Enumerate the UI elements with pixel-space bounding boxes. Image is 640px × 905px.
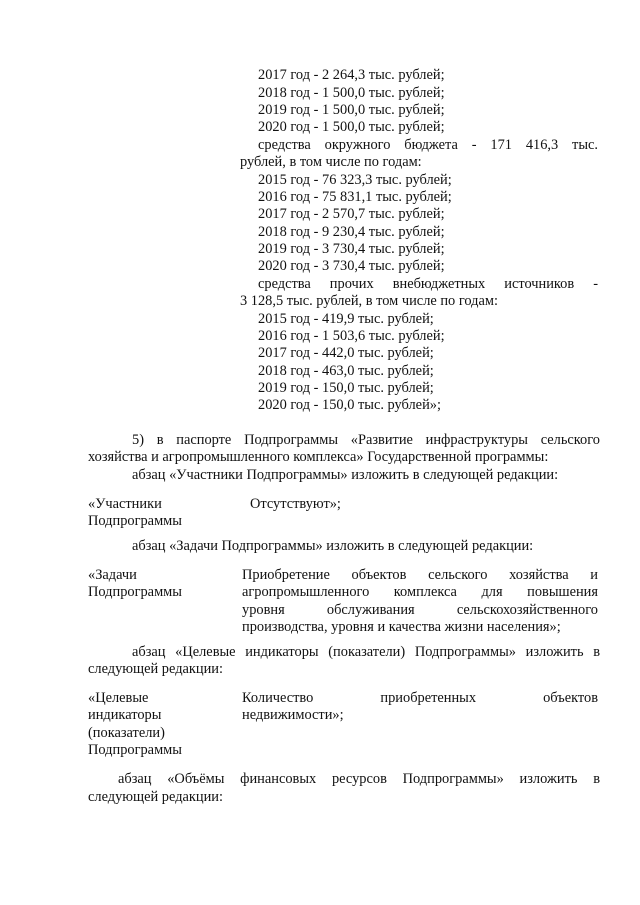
year-line: 2017 год - 2 570,7 тыс. рублей; [258,206,445,222]
okrug-budget-line: рублей, в том числе по годам: [240,154,422,170]
year-line: 2017 год - 2 264,3 тыс. рублей; [258,67,445,83]
tasks-intro: абзац «Задачи Подпрограммы» изложить в следующей редакции: [132,538,534,554]
year-line: 2017 год - 442,0 тыс. рублей; [258,345,434,361]
participants-label: Подпрограммы [88,513,182,529]
indicators-label: (показатели) [88,725,165,741]
item5-line: 5) в паспорте Подпрограммы «Развитие инфраструктуры сельского [132,432,600,448]
indicators-value: недвижимости»; [242,707,344,723]
year-line: 2020 год - 1 500,0 тыс. рублей; [258,119,445,135]
participants-label: «Участники [88,496,162,512]
tasks-label: Подпрограммы [88,584,182,600]
tasks-label: «Задачи [88,567,137,583]
indicators-label: Подпрограммы [88,742,182,758]
indicators-value: Количество приобретенных объектов [242,690,598,706]
item5-line: абзац «Участники Подпрограммы» изложить в следующей редакции: [132,467,559,483]
finance-intro: абзац «Объёмы финансовых ресурсов Подпрограммы» изложить в [118,771,600,787]
year-line: 2016 год - 1 503,6 тыс. рублей; [258,328,445,344]
indicators-intro: абзац «Целевые индикаторы (показатели) Подпрограммы» изложить в [132,644,600,660]
tasks-value: уровня обслуживания сельскохозяйственного [242,602,598,618]
item5-line: хозяйства и агропромышленного комплекса» Государственной программы: [88,449,549,465]
extra-budget-line: средства прочих внебюджетных источников - [258,276,598,292]
year-line: 2015 год - 76 323,3 тыс. рублей; [258,172,452,188]
tasks-value: производства, уровня и качества жизни населения»; [242,619,561,635]
year-line: 2020 год - 150,0 тыс. рублей»; [258,397,441,413]
finance-intro: следующей редакции: [88,789,223,805]
tasks-value: Приобретение объектов сельского хозяйства и [242,567,598,583]
indicators-label: «Целевые [88,690,149,706]
year-line: 2020 год - 3 730,4 тыс. рублей; [258,258,445,274]
year-line: 2018 год - 1 500,0 тыс. рублей; [258,85,445,101]
year-line: 2018 год - 463,0 тыс. рублей; [258,363,434,379]
indicators-intro: следующей редакции: [88,661,223,677]
indicators-label: индикаторы [88,707,162,723]
year-line: 2018 год - 9 230,4 тыс. рублей; [258,224,445,240]
tasks-value: агропромышленного комплекса для повышения [242,584,598,600]
year-line: 2019 год - 3 730,4 тыс. рублей; [258,241,445,257]
year-line: 2016 год - 75 831,1 тыс. рублей; [258,189,452,205]
year-line: 2015 год - 419,9 тыс. рублей; [258,311,434,327]
year-line: 2019 год - 1 500,0 тыс. рублей; [258,102,445,118]
okrug-budget-line: средства окружного бюджета - 171 416,3 тыс. [258,137,598,153]
extra-budget-line: 3 128,5 тыс. рублей, в том числе по годам: [240,293,498,309]
participants-value: Отсутствуют»; [250,496,341,512]
year-line: 2019 год - 150,0 тыс. рублей; [258,380,434,396]
